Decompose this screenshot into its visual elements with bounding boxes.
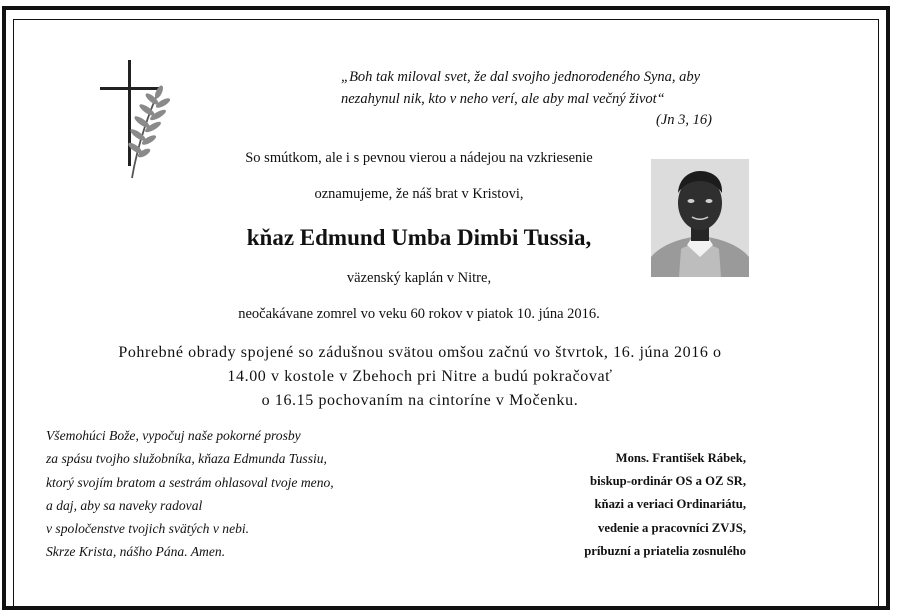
deceased-name: kňaz Edmund Umba Dimbi Tussia, [246,225,592,250]
signer-line: biskup-ordinár OS a OZ SR, [590,474,746,489]
prayer-line: za spásu tvojho služobníka, kňaza Edmunda Tussiu, [46,451,327,467]
deceased-role: väzenský kaplán v Nitre, [346,270,492,286]
signer-line: príbuzní a priatelia zosnulého [584,543,746,558]
prayer-line: Skrze Krista, nášho Pána. Amen. [46,544,226,560]
signer-line: kňazi a veriaci Ordinariátu, [594,497,746,512]
death-notice: neočakávane zomrel vo veku 60 rokov v piatok 10. júna 2016. [238,306,600,322]
bible-quote-reference: (Jn 3, 16) [656,112,712,128]
prayer-line: v spoločenstve tvojich svätých v nebi. [46,521,250,537]
signer-line: Mons. František Rábek, [615,451,746,465]
prayer-block [46,424,334,564]
funeral-details-line-3: o 16.15 pochovaním na cintoríne v Močenku. [261,392,579,409]
portrait-photo [651,159,749,277]
funeral-details-line-1: Pohrebné obrady spojené so zádušnou svätou omšou začnú vo štvrtok, 16. júna 2016 o [118,344,722,361]
announcement-intro-1: So smútkom, ale i s pevnou vierou a nádejou na vzkriesenie [245,150,593,166]
announcement-intro-2: oznamujeme, že náš brat v Kristovi, [314,186,524,202]
prayer-line: ktorý svojím bratom a sestrám ohlasoval tvoje meno, [46,474,334,490]
signer-line: vedenie a pracovníci ZVJS, [597,520,746,535]
funeral-details-line-2: 14.00 v kostole v Zbehoch pri Nitre a budú pokračovať [227,368,613,385]
prayer-line: Všemohúci Bože, vypočuj naše pokorné prosby [46,428,301,443]
bible-quote-line-2: nezahynul nik, kto v neho verí, ale aby mal večný život“ [341,91,665,107]
signers-block [584,447,746,563]
bible-quote-line-1: „Boh tak miloval svet, že dal svojho jednorodeného Syna, aby [341,69,701,85]
prayer-line: a daj, aby sa naveky radoval [46,497,203,513]
